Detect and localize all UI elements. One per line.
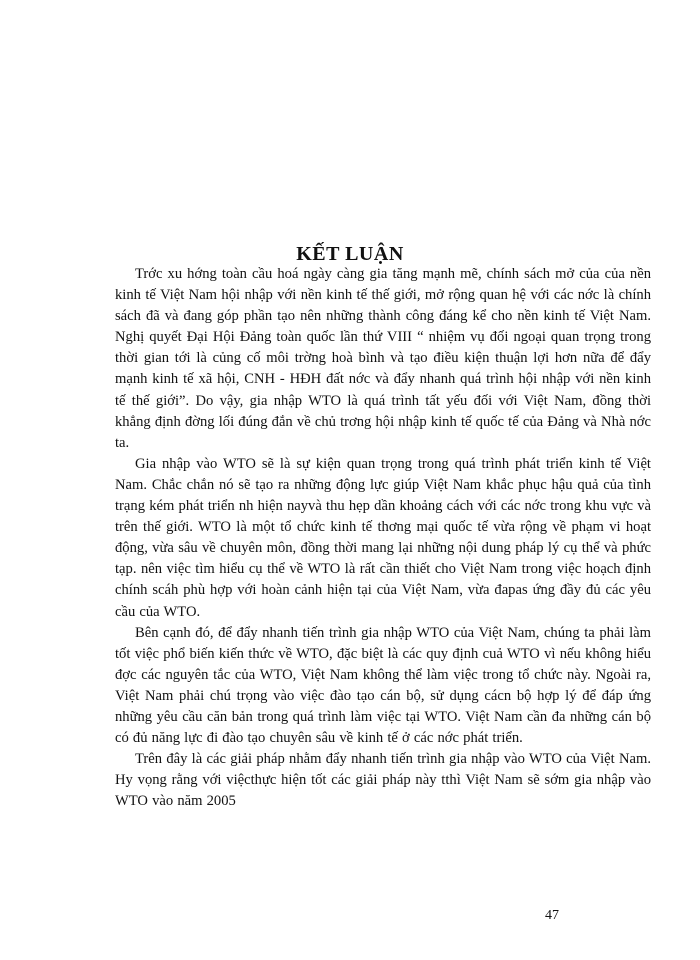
paragraph: Trớc xu hớng toàn cầu hoá ngày càng gia tăng mạnh mẽ, chính sách mở của của nền kinh tế Việt Nam hội nhập với nền kinh tế thế giới, mở rộng quan hệ với các nớc là chính sách đã và đang góp phần tạo nên những thành công đáng kể cho nền kinh tế Việt Nam. Nghị quyết Đại Hội Đảng toàn quốc lần thứ VIII “ nhiệm vụ đối ngoại quan trọng trong thời gian tới là củng cố môi trờng hoà bình và tạo điều kiện thuận lợi hơn nữa để đẩy mạnh kinh tế xã hội, CNH - HĐH đất nớc và đẩy nhanh quá trình hội nhập với nền kinh tế thế giới”. Do vậy, gia nhập WTO là quá trình tất yếu đối với Việt Nam, đồng thời khẳng định đờng lối đúng đắn về chủ trơng hội nhập kinh tế quốc tế của Đảng và Nhà nớc ta. xyxy=(115,266,651,451)
paragraph: Trên đây là các giải pháp nhằm đẩy nhanh tiến trình gia nhập vào WTO của Việt Nam. Hy vọng rằng với việcthực hiện tốt các giải pháp này tthì Việt Nam sẽ sớm gia nhập vào WTO vào năm 2005 xyxy=(115,751,651,810)
paragraph: Bên cạnh đó, để đẩy nhanh tiến trình gia nhập WTO của Việt Nam, chúng ta phải làm tốt việc phổ biến kiến thức về WTO, đặc biệt là các quy định cuả WTO vì nếu không hiểu đợc các nguyên tắc của WTO, Việt Nam không thể làm việc trong tổ chức này. Ngoài ra, Việt Nam phải chú trọng vào việc đào tạo cán bộ, sử dụng cácn bộ hợp lý để đáp ứng những yêu cầu căn bản trong quá trình làm việc tại WTO. Việt Nam cần đa những cán bộ có đủ năng lực đi đào tạo chuyên sâu về kinh tế ở các nớc phát triển. xyxy=(115,624,651,747)
page-number: 47 xyxy=(545,908,559,923)
paragraph: Gia nhập vào WTO sẽ là sự kiện quan trọng trong quá trình phát triển kinh tế Việt Nam. Chắc chắn nó sẽ tạo ra những động lực giúp Việt Nam khắc phục hậu quả của tình trạng kém phát triển nh hiện nayvà thu hẹp dần khoảng cách với các nớc trong khu vực và trên thế giới. WTO là một tổ chức kinh tế thơng mại quốc tế vừa rộng về phạm vi hoạt động, vừa sâu về chuyên môn, đồng thời mang lại những nội dung pháp lý cụ thể và phức tạp. nên việc tìm hiểu cụ thể về WTO là rất cần thiết cho Việt Nam trong việc hoạch định chính scáh phù hợp với hoàn cảnh hiện tại của Việt Nam, vừa đapas ứng đầy đủ các yêu cầu của WTO. xyxy=(115,455,651,620)
page-title: KẾT LUẬN xyxy=(296,243,404,265)
document-body xyxy=(115,264,651,812)
